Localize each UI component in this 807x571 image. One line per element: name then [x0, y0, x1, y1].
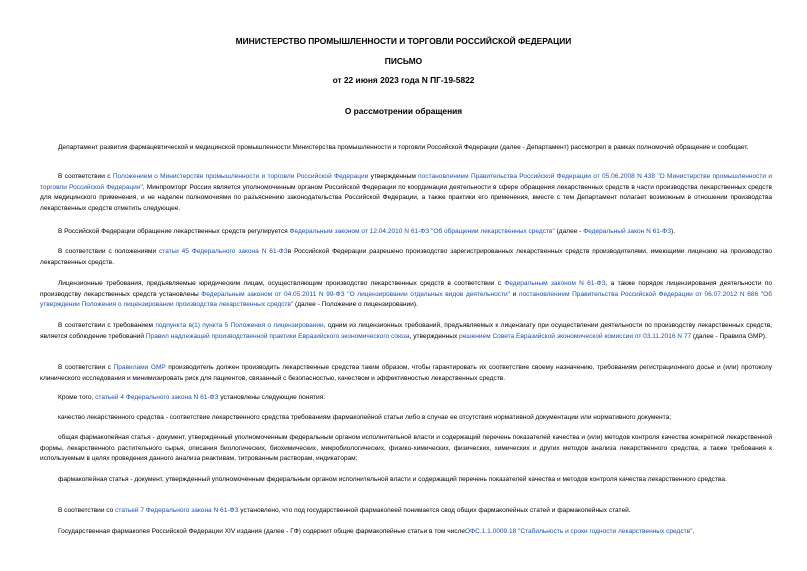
doc-subject: О рассмотрении обращения	[344, 106, 463, 116]
text-segment: , а также порядок лицензирования деятельности по производству лекарственных средств установлены	[40, 280, 773, 298]
text-segment: Государственная фармакопея Российской Федерации XIV издания (далее - ГФ) содержит общие фармакопейные статьи в том числе	[58, 528, 466, 535]
text-segment: Лицензионные требования, предъявляемые юридическим лицам, осуществляющим производство лекарственных средств в соответствии с	[58, 280, 505, 287]
text-segment: общая фармакопейная статья - документ, утвержденный уполномоченным федеральным органом исполнительной власти и содержащий перечень показателей качества и (или) методов контроля качества конкретной лекарственной формы, лекарственного растительного сырья, описания биологических, биохимических, микробиологических, физико-химических, физических, химических и других методов анализа лекарственного средства, а также требования к используемым в целях проведения данного анализа реактивам, титрованным растворам, индикаторам;	[40, 434, 772, 463]
document-link[interactable]: статьей 4 Федерального закона N 61-ФЗ	[95, 394, 219, 401]
paragraph	[40, 247, 772, 268]
text-segment: качество лекарственного средства - соответствие лекарственного средства требованиям фармакопейной статьи либо в случае ее отсутствия нормативной документации или нормативного документа;	[58, 414, 672, 421]
paragraph	[40, 527, 772, 538]
doc-date: от 22 июня 2023 года N ПГ-19-5822	[332, 75, 475, 85]
document-link[interactable]: постановлением Правительства Российской Федерации от 05.06.2008 N 438 "О Министерстве промышленности и торговли Российской Федерации"	[40, 173, 773, 191]
document-link[interactable]: статьей 7 Федерального закона N 61-ФЗ	[115, 507, 239, 514]
document-link[interactable]: Федеральным законом от 12.04.2010 N 61-ФЗ "Об обращении лекарственных средств"	[289, 228, 555, 235]
paragraph	[40, 363, 772, 384]
document-link[interactable]: постановлением Правительства Российской Федерации от 06.07.2012 N 686 "Об утверждении Положения о лицензировании производства лекарственных средств"	[40, 290, 773, 309]
text-segment: установлено, что под государственной фармакопеей понимается свод общих фармакопейных статей и фармакопейных статей.	[238, 507, 631, 514]
paragraph	[40, 143, 772, 154]
text-segment: В соответствии с	[58, 173, 113, 180]
document-link[interactable]: Федеральный закон N 61-ФЗ	[583, 228, 672, 235]
text-segment: и	[510, 290, 519, 298]
paragraph	[40, 506, 772, 517]
doc-type: ПИСЬМО	[384, 56, 423, 66]
paragraph	[40, 413, 772, 424]
text-segment: в Российской Федерации разрешено производство зарегистрированных лекарственных средств производителями, имеющими лицензию на производство лекарственных средств.	[40, 248, 772, 266]
text-segment: В соответствии с положениями	[58, 248, 160, 255]
text-segment: , Минпромторг России является уполномоченным органом Российской Федерации по координации деятельности в сфере обращения лекарственных средств в части производства лекарственных средств для медицинского применения, и не наделен полномочиями по разъяснению законодательства Российской Федерации, а также практики его применения, вместе с тем Департамент полагает возможным в отношении производства лекарственных средств отметить следующее.	[40, 183, 772, 212]
text-segment: В соответствии с	[58, 364, 114, 371]
text-segment: (далее - Положение о лицензировании).	[293, 301, 418, 309]
text-segment: В Российской Федерации обращение лекарственных средств регулируется	[58, 228, 290, 235]
text-segment: фармакопейная статья - документ, утвержденный уполномоченным федеральным органом исполнительной власти и содержащий перечень показателей качества и методов контроля качества лекарственного средства.	[58, 476, 727, 483]
document-link[interactable]: Федеральным законом от 04.05.2011 N 99-ФЗ "О лицензировании отдельных видов деятельности"	[201, 290, 511, 298]
document-link[interactable]: статьи 45 Федерального закона N 61-ФЗ	[159, 248, 288, 255]
text-segment: В соответствии с требованием	[58, 322, 156, 329]
document-link[interactable]: ОФС.1.1.0009.18 "Стабильность и сроки годности лекарственных средств"	[465, 528, 693, 535]
paragraph	[40, 321, 772, 342]
text-segment: Кроме того,	[58, 394, 96, 401]
text-segment: В соответствии со	[58, 507, 116, 514]
text-segment: ).	[671, 228, 676, 235]
document-link[interactable]: решением Совета Евразийской экономической комиссии от 03.11.2016 N 77	[459, 332, 692, 340]
ministry-title: МИНИСТЕРСТВО ПРОМЫШЛЕННОСТИ И ТОРГОВЛИ РОССИЙСКОЙ ФЕДЕРАЦИИ	[235, 36, 572, 46]
text-segment: установлены следующие понятия:	[218, 394, 326, 401]
paragraph	[40, 279, 772, 311]
document-link[interactable]: Правилами GMP	[113, 364, 166, 371]
document-link[interactable]: Правил надлежащей производственной практики Евразийского экономического союза	[145, 332, 410, 340]
text-segment: , одним из лицензионных требований, предъявляемых к лицензиату при осуществлении деятельности по производству лекарственных средств, является соблюдение требований	[40, 322, 772, 340]
paragraph	[40, 475, 772, 486]
paragraph	[40, 433, 772, 465]
document-link[interactable]: Федеральным законом N 61-ФЗ	[504, 280, 606, 287]
text-segment: (далее -	[554, 228, 584, 235]
paragraph	[40, 393, 772, 404]
paragraph	[40, 227, 772, 238]
text-segment: Департамент развития фармацевтической и медицинской промышленности Министерства промышленности и торговли Российской Федерации (далее - Департамент) рассмотрел в рамках полномочий обращение и сообщает.	[58, 144, 749, 151]
text-segment: производитель должен производить лекарственные средства таким образом, чтобы гарантировать их соответствие своему назначению, требованиям регистрационного досье и (или) протоколу клинического исследования и минимизировать риск для пациентов, связанный с безопасностью, качеством и эффективностью лекарственных средств.	[40, 364, 772, 382]
document-link[interactable]: Положением о Министерстве промышленности и торговли Российской Федерации	[112, 173, 369, 180]
text-segment: утвержденным	[368, 173, 419, 180]
text-segment: ,	[692, 528, 695, 535]
document-link[interactable]: подпункта в(1) пункта 5 Положения о лицензировании	[155, 322, 324, 329]
paragraph	[40, 172, 772, 214]
text-segment: (далее - Правила GMP).	[691, 332, 767, 340]
text-segment: , утвержденных	[409, 332, 460, 340]
